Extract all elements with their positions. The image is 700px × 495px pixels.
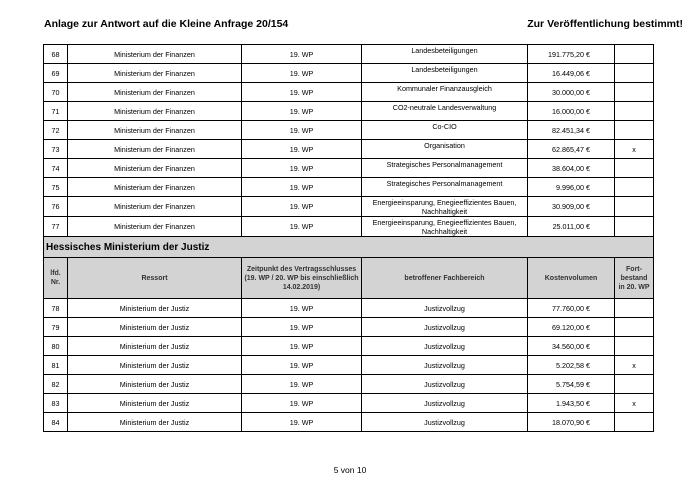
table-row — [44, 197, 654, 217]
cell-zeitpunkt: 19. WP — [242, 217, 362, 237]
section-title: Hessisches Ministerium der Justiz — [44, 237, 654, 258]
cell-fortbestand — [615, 318, 654, 337]
cell-fachbereich: Justizvollzug — [362, 356, 528, 375]
cell-fachbereich: Strategisches Personalmanagement — [362, 159, 528, 178]
cell-fortbestand — [615, 337, 654, 356]
cell-ressort: Ministerium der Finanzen — [68, 217, 242, 237]
cell-nr: 71 — [44, 102, 68, 121]
cell-fachbereich: Organisation — [362, 140, 528, 159]
cell-kosten: 16.000,00 € — [528, 102, 615, 121]
cell-fachbereich: Justizvollzug — [362, 318, 528, 337]
cell-kosten: 5.202,58 € — [528, 356, 615, 375]
cell-zeitpunkt: 19. WP — [242, 318, 362, 337]
cell-kosten: 16.449,06 € — [528, 64, 615, 83]
table-row — [44, 217, 654, 237]
cell-ressort: Ministerium der Finanzen — [68, 102, 242, 121]
cell-nr: 75 — [44, 178, 68, 197]
cell-fachbereich: Co-CIO — [362, 121, 528, 140]
table-row — [44, 337, 654, 356]
table-row — [44, 178, 654, 197]
cell-kosten: 34.560,00 € — [528, 337, 615, 356]
column-header-row — [44, 258, 654, 299]
table-row — [44, 375, 654, 394]
cell-fachbereich: Justizvollzug — [362, 337, 528, 356]
cell-fortbestand — [615, 299, 654, 318]
table-row — [44, 356, 654, 375]
cell-fachbereich: Energieeinsparung, Enegieeffizientes Bauen, Nachhaltigkeit — [362, 217, 528, 237]
cell-nr: 73 — [44, 140, 68, 159]
cell-nr: 81 — [44, 356, 68, 375]
cell-ressort: Ministerium der Finanzen — [68, 140, 242, 159]
document-header-right: Zur Veröffentlichung bestimmt! — [527, 18, 683, 30]
cell-zeitpunkt: 19. WP — [242, 375, 362, 394]
cell-kosten: 69.120,00 € — [528, 318, 615, 337]
table-row — [44, 299, 654, 318]
cell-nr: 76 — [44, 197, 68, 217]
cell-fachbereich: Justizvollzug — [362, 394, 528, 413]
cell-kosten: 9.996,00 € — [528, 178, 615, 197]
cell-zeitpunkt: 19. WP — [242, 45, 362, 64]
cell-fortbestand — [615, 413, 654, 432]
cell-zeitpunkt: 19. WP — [242, 140, 362, 159]
cell-zeitpunkt: 19. WP — [242, 102, 362, 121]
cell-fortbestand — [615, 159, 654, 178]
cell-nr: 70 — [44, 83, 68, 102]
table-row — [44, 64, 654, 83]
cell-nr: 83 — [44, 394, 68, 413]
cell-fachbereich: Justizvollzug — [362, 299, 528, 318]
cell-zeitpunkt: 19. WP — [242, 64, 362, 83]
cell-fortbestand — [615, 375, 654, 394]
cell-nr: 80 — [44, 337, 68, 356]
cell-fortbestand — [615, 197, 654, 217]
cell-fachbereich: CO2-neutrale Landesverwaltung — [362, 102, 528, 121]
cell-kosten: 77.760,00 € — [528, 299, 615, 318]
cell-fachbereich: Energieeinsparung, Enegieeffizientes Bauen, Nachhaltigkeit — [362, 197, 528, 217]
cell-zeitpunkt: 19. WP — [242, 356, 362, 375]
cell-nr: 72 — [44, 121, 68, 140]
cell-fachbereich: Landesbeteiligungen — [362, 45, 528, 64]
cell-fachbereich: Justizvollzug — [362, 375, 528, 394]
cell-zeitpunkt: 19. WP — [242, 83, 362, 102]
cell-ressort: Ministerium der Justiz — [68, 337, 242, 356]
cell-kosten: 25.011,00 € — [528, 217, 615, 237]
col-header-fachbereich: betroffener Fachbereich — [362, 258, 528, 299]
col-header-kosten: Kostenvolumen — [528, 258, 615, 299]
cell-fortbestand — [615, 83, 654, 102]
cell-fortbestand — [615, 45, 654, 64]
cell-ressort: Ministerium der Justiz — [68, 299, 242, 318]
cell-nr: 68 — [44, 45, 68, 64]
cell-nr: 77 — [44, 217, 68, 237]
cell-ressort: Ministerium der Justiz — [68, 394, 242, 413]
cell-fachbereich: Kommunaler Finanzausgleich — [362, 83, 528, 102]
page-number: 5 von 10 — [333, 465, 367, 475]
cell-nr: 69 — [44, 64, 68, 83]
cell-ressort: Ministerium der Finanzen — [68, 45, 242, 64]
section-header-row — [44, 237, 654, 258]
cell-fortbestand — [615, 121, 654, 140]
cell-kosten: 1.943,50 € — [528, 394, 615, 413]
cell-fortbestand — [615, 64, 654, 83]
cell-kosten: 62.865,47 € — [528, 140, 615, 159]
col-header-nr: lfd. Nr. — [44, 258, 68, 299]
cell-zeitpunkt: 19. WP — [242, 337, 362, 356]
cell-zeitpunkt: 19. WP — [242, 197, 362, 217]
cell-kosten: 38.604,00 € — [528, 159, 615, 178]
cell-fortbestand: x — [615, 356, 654, 375]
cell-zeitpunkt: 19. WP — [242, 299, 362, 318]
cell-nr: 84 — [44, 413, 68, 432]
cell-ressort: Ministerium der Finanzen — [68, 64, 242, 83]
cell-ressort: Ministerium der Justiz — [68, 356, 242, 375]
cell-zeitpunkt: 19. WP — [242, 159, 362, 178]
cell-nr: 82 — [44, 375, 68, 394]
cell-ressort: Ministerium der Finanzen — [68, 178, 242, 197]
table-row — [44, 45, 654, 64]
cell-ressort: Ministerium der Justiz — [68, 375, 242, 394]
cell-ressort: Ministerium der Justiz — [68, 413, 242, 432]
cell-nr: 74 — [44, 159, 68, 178]
cell-ressort: Ministerium der Finanzen — [68, 159, 242, 178]
cell-ressort: Ministerium der Finanzen — [68, 121, 242, 140]
cell-ressort: Ministerium der Finanzen — [68, 83, 242, 102]
document-header-left: Anlage zur Antwort auf die Kleine Anfrage 20/154 — [44, 18, 289, 30]
cell-fortbestand — [615, 178, 654, 197]
finance-rows — [44, 45, 654, 237]
cell-zeitpunkt: 19. WP — [242, 121, 362, 140]
cell-fortbestand — [615, 102, 654, 121]
table-row — [44, 102, 654, 121]
cell-ressort: Ministerium der Finanzen — [68, 197, 242, 217]
col-header-fortbestand: Fort-bestand in 20. WP — [615, 258, 654, 299]
cell-kosten: 5.754,59 € — [528, 375, 615, 394]
table-row — [44, 394, 654, 413]
cell-zeitpunkt: 19. WP — [242, 178, 362, 197]
cell-kosten: 18.070,90 € — [528, 413, 615, 432]
cell-kosten: 82.451,34 € — [528, 121, 615, 140]
cell-fortbestand — [615, 217, 654, 237]
justice-rows — [44, 299, 654, 432]
cell-fachbereich: Justizvollzug — [362, 413, 528, 432]
cell-nr: 78 — [44, 299, 68, 318]
cell-fortbestand: x — [615, 140, 654, 159]
cell-fachbereich: Landesbeteiligungen — [362, 64, 528, 83]
col-header-zeitpunkt: Zeitpunkt des Vertragsschlusses (19. WP / 20. WP bis einschließlich 14.02.2019) — [242, 258, 362, 299]
cell-ressort: Ministerium der Justiz — [68, 318, 242, 337]
col-header-ressort: Ressort — [68, 258, 242, 299]
cell-kosten: 30.000,00 € — [528, 83, 615, 102]
cell-fortbestand: x — [615, 394, 654, 413]
table-row — [44, 413, 654, 432]
cell-zeitpunkt: 19. WP — [242, 413, 362, 432]
cell-nr: 79 — [44, 318, 68, 337]
cell-zeitpunkt: 19. WP — [242, 394, 362, 413]
cell-kosten: 191.775,20 € — [528, 45, 615, 64]
cell-kosten: 30.909,00 € — [528, 197, 615, 217]
cell-fachbereich: Strategisches Personalmanagement — [362, 178, 528, 197]
table-row — [44, 83, 654, 102]
table-row — [44, 140, 654, 159]
table-row — [44, 121, 654, 140]
table-row — [44, 318, 654, 337]
contracts-table — [43, 44, 654, 432]
table-row — [44, 159, 654, 178]
